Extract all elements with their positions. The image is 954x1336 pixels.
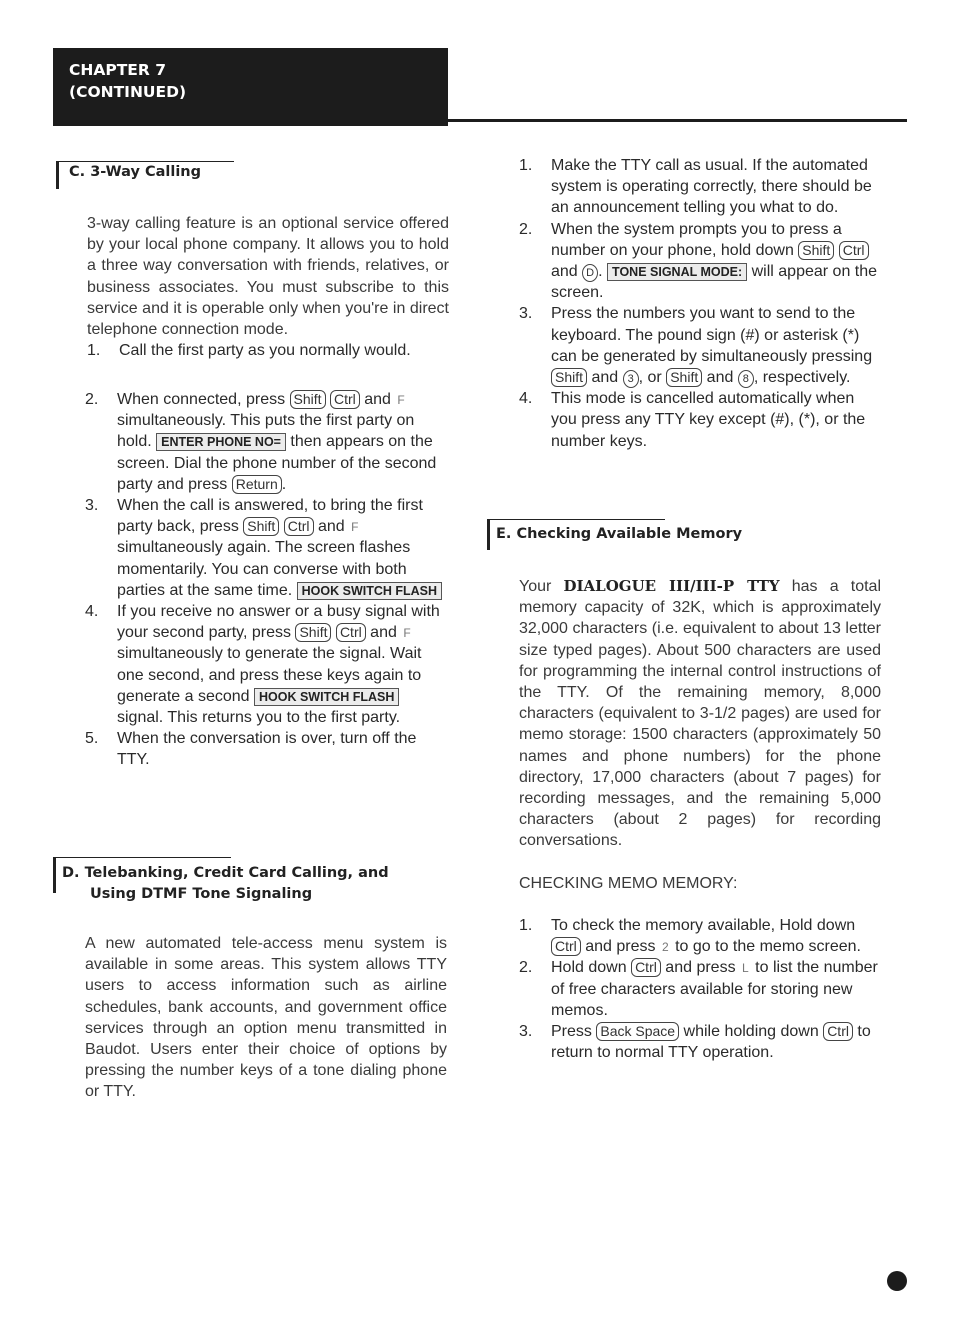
return-key: Return: [232, 475, 282, 494]
list-item: 2. Hold down Ctrl and press L to list the number of free characters available for storing new memos.: [519, 959, 878, 1019]
l-key: L: [742, 961, 749, 976]
ctrl-key: Ctrl: [823, 1022, 853, 1041]
list-item: 5. When the conversation is over, turn off the TTY.: [85, 730, 417, 769]
section-c-steps-2: [85, 389, 449, 771]
section-e-intro: Your DIALOGUE III/III-P TTY has a total memory capacity of 32K, which is approximately 32,000 characters (i.e. equivalent to about 13 letter size typed pages). About 500 characters are used for programming the internal control instructions of the TTY. Of the remaining memory, 8,000 characters (equivalent to 3-1/2 pages) are used for memo storage: 1500 characters (approximately 50 names and phone numbers) for the phone directory, 17,000 characters (about 7 pages) for recording messages, and the remaining 5,000 characters (about 2 pages) for recording conversations.: [519, 577, 881, 850]
eight-key: 8: [738, 370, 754, 388]
list-item: 2. When connected, press Shift Ctrl and F simultaneously. This puts the first party on hold. ENTER PHONE NO= then appears on the screen. Dial the phone number of the second party and press Return .: [85, 391, 437, 493]
section-c-intro: 3-way calling feature is an optional service offered by your local phone company. It allows you to hold a three way conversation with friends, relatives, or business associates. You must subscribe to this service and it is operable only when you're in direct telephone connection mode.: [87, 215, 449, 339]
backspace-key: Back Space: [596, 1022, 679, 1041]
screen-tone-signal: TONE SIGNAL MODE:: [607, 263, 747, 281]
f-key: F: [397, 393, 405, 407]
section-c-title: C. 3-Way Calling: [56, 161, 201, 189]
section-d-title-line1: D. Telebanking, Credit Card Calling, and: [62, 865, 389, 881]
product-name: DIALOGUE III/III-P TTY: [563, 577, 780, 595]
ctrl-key: Ctrl: [551, 937, 581, 956]
list-item: 1. To check the memory available, Hold down Ctrl and press 2 to go to the memo screen.: [519, 917, 861, 956]
ctrl-key: Ctrl: [336, 623, 366, 642]
shift-key: Shift: [666, 368, 702, 387]
page-marker-dot: [887, 1271, 907, 1291]
list-item: 1. Call the first party as you normally would.: [87, 342, 411, 359]
list-item: 2. When the system prompts you to press a number on your phone, hold down Shift Ctrl and D . TONE SIGNAL MODE: will appear on the screen.: [519, 220, 878, 302]
chapter-continued: (CONTINUED): [69, 83, 187, 101]
section-e-heading: [487, 519, 742, 550]
ctrl-key: Ctrl: [330, 390, 360, 409]
section-c-heading: [56, 161, 201, 189]
section-d-heading: [53, 857, 389, 902]
memo-steps: [519, 915, 881, 1063]
f-key: F: [403, 626, 411, 641]
section-c-steps: [87, 340, 449, 361]
section-d-title-line2: Using DTMF Tone Signaling: [90, 886, 313, 902]
list-item: 4. This mode is cancelled automatically when you press any TTY key except (#), (*), or the number keys.: [519, 390, 866, 450]
screen-hook-flash: HOOK SWITCH FLASH: [297, 582, 442, 600]
ctrl-key: Ctrl: [631, 958, 661, 977]
list-item: 4. If you receive no answer or a busy signal with your second party, press Shift Ctrl and F simultaneously to generate the signal. Wait one second, and press these keys again to generate a second HOOK SWITCH FLASH signal. This returns you to the first party.: [85, 603, 440, 727]
shift-key: Shift: [798, 241, 834, 260]
list-item: 3. Press the numbers you want to send to the keyboard. The pound sign (#) or asterisk (*) can be generated by simultaneously pressing Shift and 3 , or Shift and 8 , respectively.: [519, 305, 873, 387]
d-key: D: [582, 264, 598, 282]
two-key: 2: [661, 940, 669, 955]
header-rule: [448, 119, 907, 122]
memo-subheading: CHECKING MEMO MEMORY:: [519, 875, 738, 892]
list-item: 3. Press Back Space while holding down Ctrl to return to normal TTY operation.: [519, 1023, 871, 1062]
section-d-intro: A new automated tele-access menu system is available in some areas. This system allows TTY users to access information such as airline schedules, bank accounts, and government office services through an option menu transmitted in Baudot. Users enter their choice of options by pressing the number keys of a tone dialing phone or TTY.: [85, 935, 447, 1101]
shift-key: Shift: [551, 368, 587, 387]
shift-key: Shift: [295, 623, 331, 642]
section-e-title: E. Checking Available Memory: [487, 519, 742, 550]
list-item: 1. Make the TTY call as usual. If the automated system is operating correctly, there should be an announcement telling you what to do.: [519, 157, 872, 217]
ctrl-key: Ctrl: [284, 517, 314, 536]
list-item: 3. When the call is answered, to bring the first party back, press Shift Ctrl and F simultaneously again. The screen flashes momentarily. You can converse with both parties at the same time. HOOK SWITCH FLASH: [85, 495, 449, 601]
chapter-number: CHAPTER 7: [69, 61, 166, 79]
shift-key: Shift: [243, 517, 279, 536]
f-key: F: [351, 520, 359, 535]
three-key: 3: [623, 370, 639, 388]
chapter-header: [53, 48, 448, 126]
shift-key: Shift: [290, 390, 326, 409]
ctrl-key: Ctrl: [839, 241, 869, 260]
screen-enter-phone: ENTER PHONE NO=: [156, 433, 286, 451]
dtmf-steps: [519, 155, 881, 452]
screen-hook-flash: HOOK SWITCH FLASH: [254, 688, 399, 706]
